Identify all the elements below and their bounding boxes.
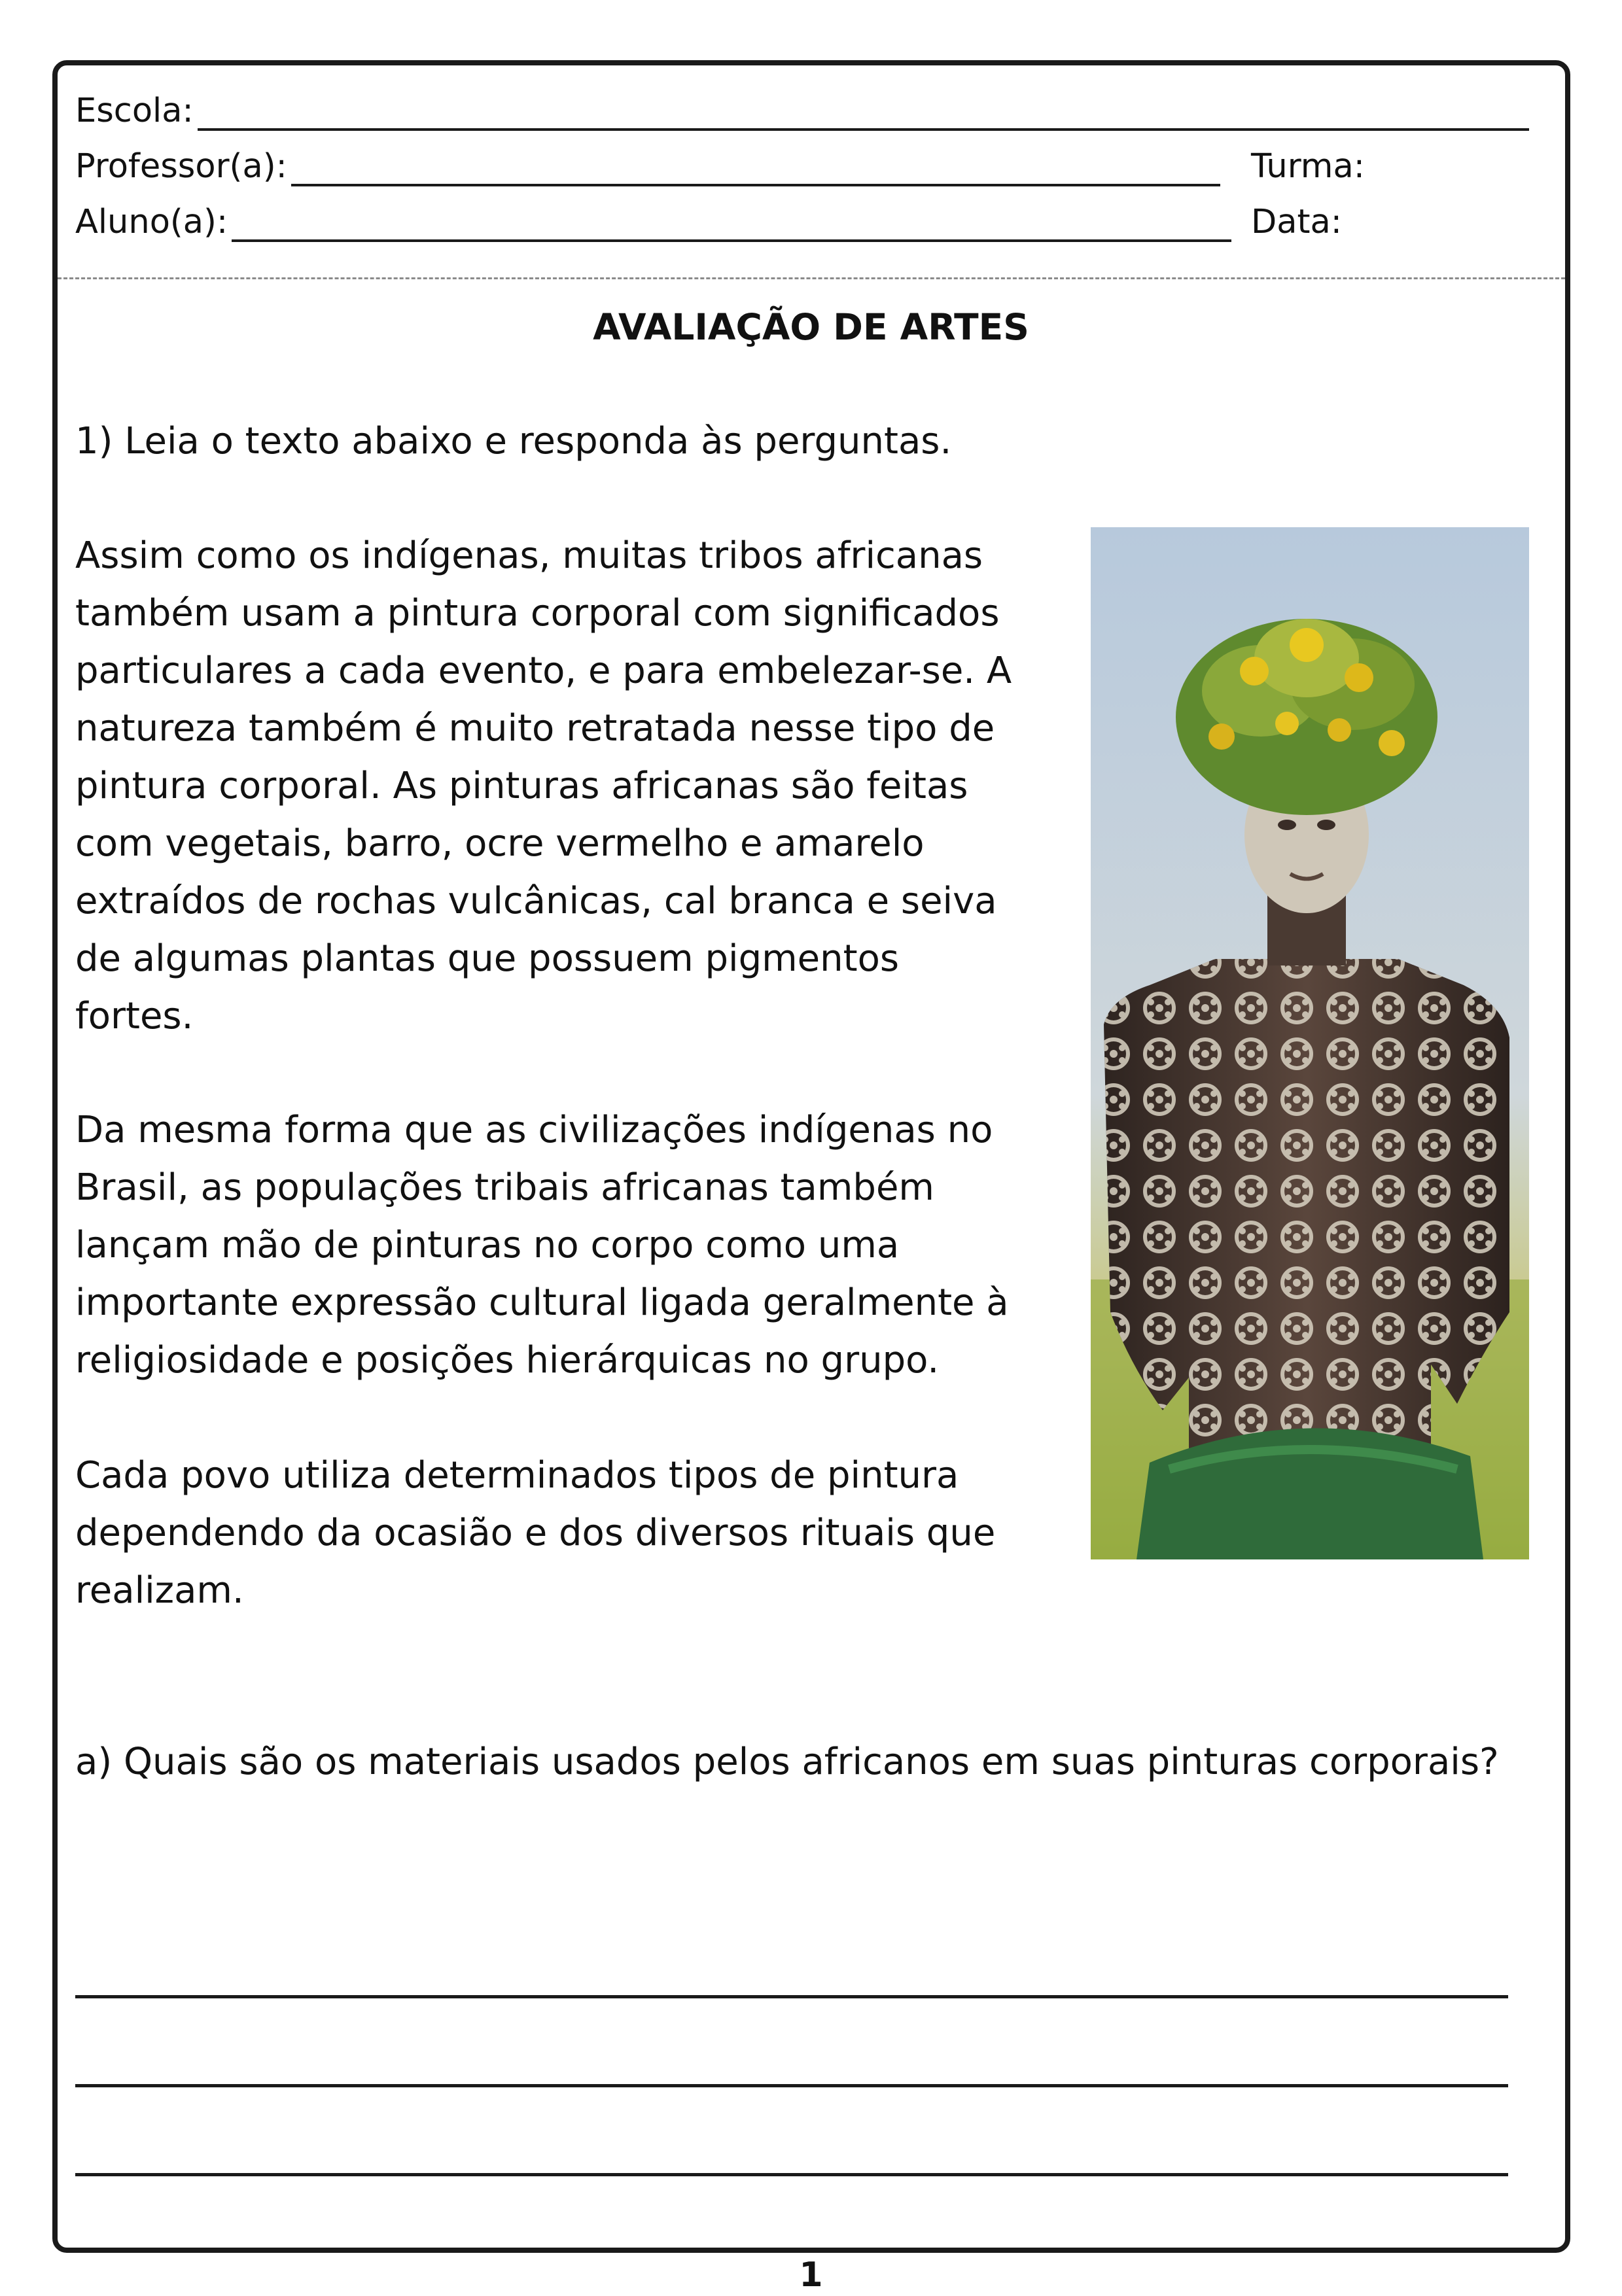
page-number: 1 bbox=[799, 2255, 823, 2295]
professor-row bbox=[75, 147, 1220, 186]
aluno-label: Aluno(a): bbox=[75, 203, 228, 241]
aluno-row bbox=[75, 203, 1231, 242]
body-painting-photo bbox=[1091, 527, 1529, 1559]
professor-field[interactable] bbox=[291, 155, 1220, 186]
question-1-prompt: 1) Leia o texto abaixo e responda às perguntas. bbox=[75, 420, 952, 462]
paragraph-1: Assim como os indígenas, muitas tribos africanas também usam a pintura corporal com significados particulares a cada evento, e para embelezar-se. A natureza também é muito retratada nesse tipo de pintura corporal. As pinturas africanas são feitas com vegetais, barro, ocre vermelho e amarelo extraídos de rochas vulcânicas, cal branca e seiva de algumas plantas que possuem pigmentos fortes. bbox=[75, 534, 1012, 1037]
data-label: Data: bbox=[1251, 203, 1342, 241]
paragraph-3: Cada povo utiliza determinados tipos de pintura dependendo da ocasião e dos diversos rituais que realizam. bbox=[75, 1454, 996, 1612]
professor-label: Professor(a): bbox=[75, 147, 287, 186]
aluno-field[interactable] bbox=[232, 211, 1231, 242]
escola-row bbox=[75, 92, 1529, 131]
header-divider bbox=[58, 277, 1565, 279]
question-1a: a) Quais são os materiais usados pelos africanos em suas pinturas corporais? bbox=[75, 1741, 1499, 1783]
escola-field[interactable] bbox=[198, 99, 1529, 131]
paragraph-2: Da mesma forma que as civilizações indígenas no Brasil, as populações tribais africanas também lançam mão de pinturas no corpo como uma importante expressão cultural ligada geralmente à religiosidade e posições hierárquicas no grupo. bbox=[75, 1109, 1009, 1382]
page-title: AVALIAÇÃO DE ARTES bbox=[593, 306, 1029, 348]
escola-label: Escola: bbox=[75, 92, 194, 130]
answer-line-2[interactable] bbox=[75, 2084, 1508, 2087]
answer-line-3[interactable] bbox=[75, 2173, 1508, 2176]
answer-line-1[interactable] bbox=[75, 1995, 1508, 1998]
turma-label: Turma: bbox=[1251, 147, 1365, 186]
